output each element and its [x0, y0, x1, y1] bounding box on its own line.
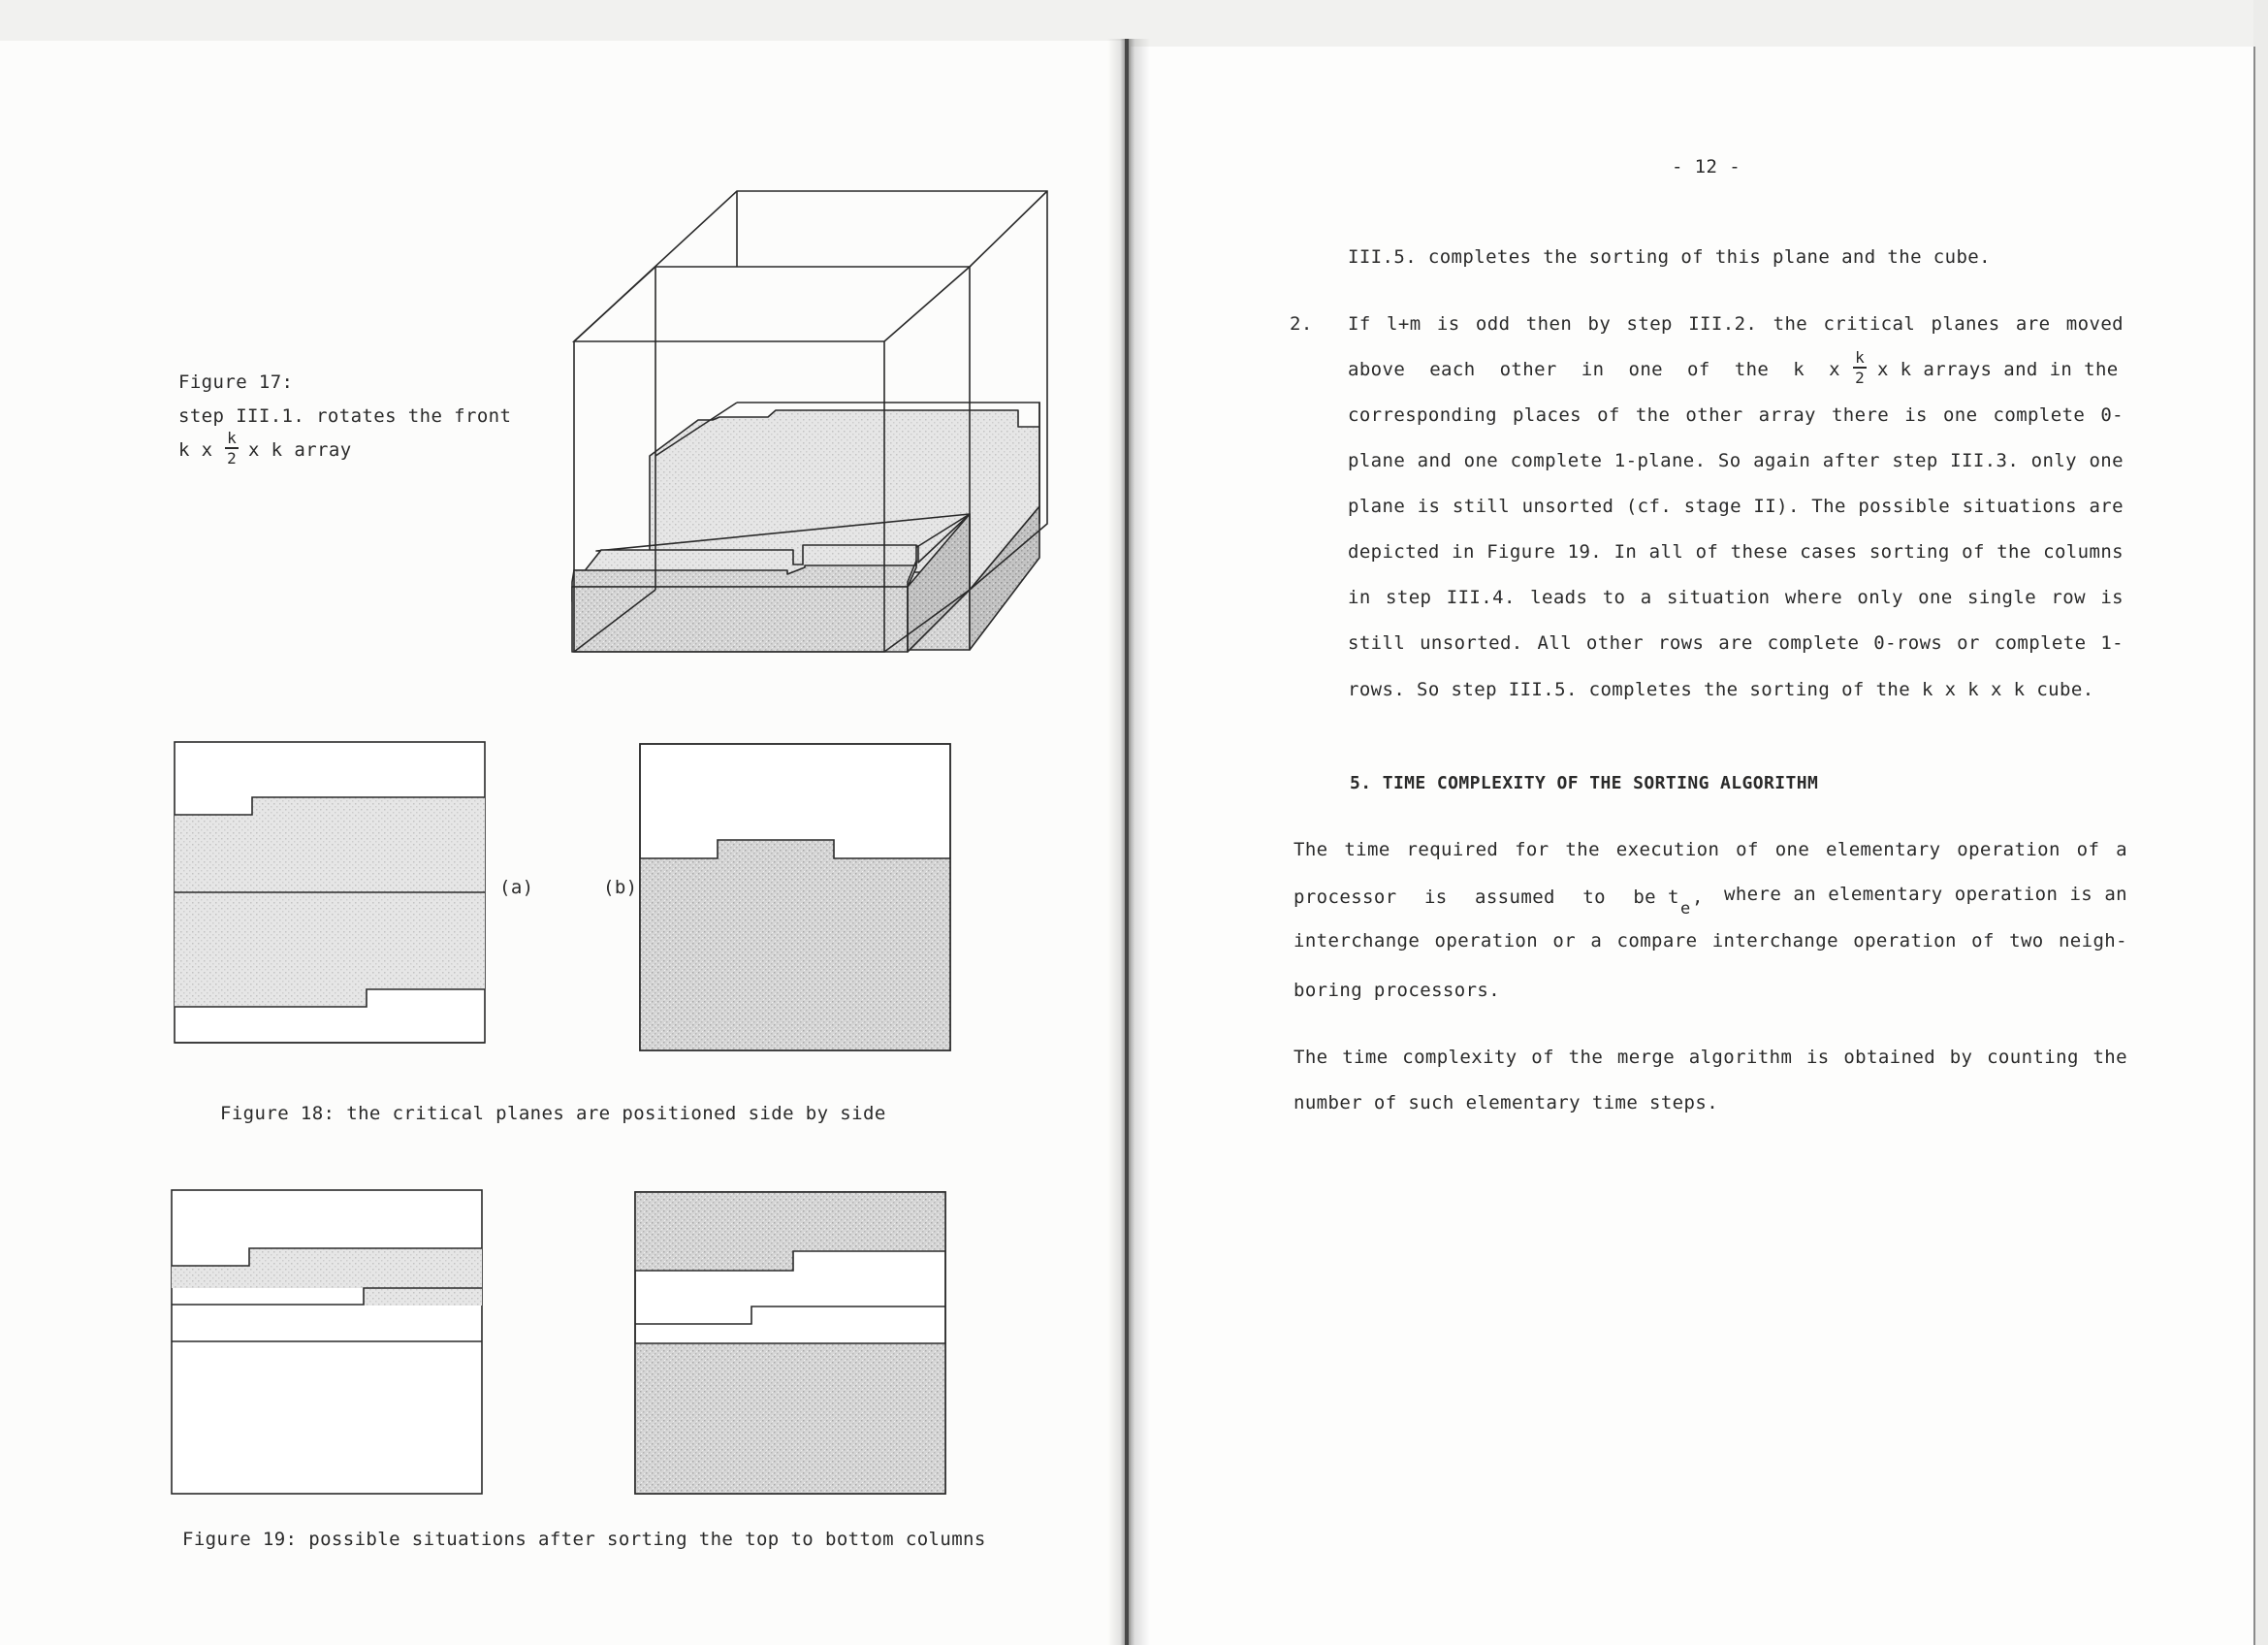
text-word: rows	[1658, 632, 1705, 654]
text-word: are	[2015, 313, 2051, 335]
text-word: time	[1344, 839, 1390, 860]
text-word: still	[1452, 496, 1511, 517]
text-word: step	[1386, 587, 1432, 608]
text-word: array	[1758, 404, 1816, 426]
item-frac-numerator: k	[1855, 348, 1865, 367]
text-word: is	[2100, 587, 2124, 608]
text-word: required	[1406, 839, 1499, 860]
para1-line-1	[1294, 841, 2127, 862]
figure17-caption-line1: step III.1. rotates the front	[178, 405, 512, 427]
text-word: the	[1568, 1047, 1604, 1068]
item-last-line: rows. So step III.5. completes the sorting of the k x k x k cube.	[1348, 679, 2094, 700]
text-word: 0-	[2100, 404, 2124, 426]
text-word: again	[1753, 450, 1811, 471]
text-word: only	[1857, 587, 1903, 608]
text-word: elementary	[1828, 884, 1943, 905]
text-word: to	[1582, 887, 1606, 908]
item-line-5	[1348, 498, 2124, 519]
para1-last-line: boring processors.	[1294, 980, 1501, 1001]
figure18-label-b: (b)	[603, 877, 638, 898]
text-word: an	[1793, 884, 1817, 905]
text-word: the	[1996, 541, 2031, 563]
item-line-6	[1348, 543, 2124, 564]
text-word: interchange	[1294, 930, 1421, 952]
figure19-diagram-right	[0, 0, 1125, 1645]
para1-t-subscript: e	[1680, 899, 1691, 919]
text-word: is	[1436, 313, 1460, 335]
text-word: The	[1811, 496, 1846, 517]
text-word: be	[1633, 887, 1656, 908]
text-word: only	[2030, 450, 2078, 471]
text-word: unsorted	[1521, 496, 1614, 517]
text-word: an	[2104, 884, 2127, 905]
item-line-4	[1348, 452, 2124, 473]
text-word: single	[1967, 587, 2037, 608]
text-word: time	[1342, 1047, 1389, 1068]
figure18-caption: Figure 18: the critical planes are positioned side by side	[220, 1103, 886, 1124]
text-word: The	[1294, 839, 1328, 860]
text-word: plane	[1348, 496, 1406, 517]
figure19-caption: Figure 19: possible situations after sorting the top to bottom columns	[182, 1529, 986, 1550]
gutter-shadow-right	[1125, 39, 1150, 1645]
text-word: above	[1348, 359, 1406, 380]
item-line-8	[1348, 634, 2124, 656]
text-word: III.4.	[1446, 587, 1516, 608]
text-word: one	[1918, 587, 1953, 608]
text-word: step	[1892, 450, 1938, 471]
text-word: odd	[1475, 313, 1511, 335]
item-number: 2.	[1290, 313, 1313, 335]
text-word: in	[1581, 359, 1605, 380]
text-word: critical	[1823, 313, 1916, 335]
figure17-frac-denominator: 2	[227, 449, 237, 468]
text-word: interchange	[1711, 930, 1838, 952]
text-word: by	[1949, 1047, 1973, 1068]
text-word: after	[1822, 450, 1880, 471]
text-word: operation	[1954, 884, 2059, 905]
text-word: 19.	[1567, 541, 1603, 563]
text-word: cases	[1800, 541, 1858, 563]
figure17-caption-line2-pre: k x	[178, 439, 213, 461]
text-word: So	[1717, 450, 1741, 471]
text-word: two	[2009, 930, 2044, 952]
item-line-2-left	[1348, 361, 1840, 382]
text-word: unsorted.	[1420, 632, 1523, 654]
text-word: operation	[1853, 930, 1957, 952]
text-word: II).	[1753, 496, 1800, 517]
text-word: III.2.	[1688, 313, 1758, 335]
para1-t-symbol: t	[1668, 887, 1679, 908]
text-word: complete	[1993, 404, 2086, 426]
text-word: columns	[2043, 541, 2124, 563]
para1-comma: ,	[1692, 887, 1704, 908]
text-word: is	[1417, 496, 1441, 517]
text-word: operation	[1957, 839, 2060, 860]
figure17-caption-line2-post: x k array	[248, 439, 352, 461]
text-word: are	[1718, 632, 1753, 654]
page-number: - 12 -	[1672, 156, 1741, 177]
text-word: places	[1512, 404, 1582, 426]
text-word: one	[1463, 450, 1499, 471]
text-word: each	[1429, 359, 1476, 380]
text-word: 1-plane.	[1613, 450, 1707, 471]
text-word: still	[1348, 632, 1406, 654]
item-frac-denominator: 2	[1855, 369, 1865, 387]
text-word: complexity	[1402, 1047, 1517, 1068]
book-edge	[2253, 0, 2268, 1645]
text-word: sorting	[1869, 541, 1950, 563]
text-word: of	[1695, 541, 1719, 563]
text-word: is	[1805, 1047, 1830, 1068]
text-word: complete	[1994, 632, 2087, 654]
text-word: of	[1962, 541, 1985, 563]
text-word: situation	[1666, 587, 1771, 608]
text-word: is	[1423, 887, 1448, 908]
text-word: of	[1971, 930, 1995, 952]
intro-line: III.5. completes the sorting of this plane and the cube.	[1348, 246, 1991, 268]
text-word: In	[1613, 541, 1638, 563]
text-word: of	[1531, 1047, 1554, 1068]
text-word: algorithm	[1688, 1047, 1793, 1068]
text-word: is	[2069, 884, 2093, 905]
text-word: the	[1773, 313, 1808, 335]
text-word: x	[1829, 359, 1840, 380]
item-line-7	[1348, 589, 2124, 610]
text-word: Figure	[1486, 541, 1556, 563]
text-word: situations	[1962, 496, 2077, 517]
text-word: compare	[1616, 930, 1698, 952]
text-word: planes	[1931, 313, 2000, 335]
text-word: the	[1565, 839, 1600, 860]
text-word: other	[1585, 632, 1645, 654]
text-word: stage	[1683, 496, 1741, 517]
text-word: processor	[1294, 887, 1397, 908]
text-word: is	[1904, 404, 1928, 426]
text-word: the	[1635, 404, 1671, 426]
text-word: are	[2089, 496, 2124, 517]
text-word: by	[1587, 313, 1612, 335]
text-word: neigh-	[2058, 930, 2127, 952]
para1-line-3	[1294, 932, 2127, 953]
text-word: plane	[1348, 450, 1406, 471]
text-word: one	[1942, 404, 1978, 426]
para1-line-2-right	[1724, 886, 2127, 907]
text-word: complete	[1510, 450, 1603, 471]
text-word: III.3.	[1950, 450, 2020, 471]
figure17-label: Figure 17:	[178, 371, 294, 393]
text-word: possible	[1858, 496, 1951, 517]
text-word: one	[2089, 450, 2124, 471]
item-line-3	[1348, 406, 2124, 428]
text-word: where	[1784, 587, 1843, 608]
text-word: in	[1452, 541, 1475, 563]
text-word: where	[1724, 884, 1782, 905]
text-word: corresponding	[1348, 404, 1497, 426]
text-word: of	[1736, 839, 1759, 860]
text-word: obtained	[1843, 1047, 1936, 1068]
item-line-2-right: x k arrays and in the	[1877, 359, 2119, 380]
text-word: operation	[1434, 930, 1539, 952]
page-edge-line	[2253, 47, 2255, 1645]
text-word: (cf.	[1625, 496, 1673, 517]
text-word: All	[1537, 632, 1573, 654]
text-word: for	[1515, 839, 1549, 860]
text-word: or	[1552, 930, 1577, 952]
para2-line-1	[1294, 1048, 2127, 1070]
text-word: a	[2116, 839, 2127, 860]
text-word: the	[2092, 1047, 2127, 1068]
text-word: moved	[2065, 313, 2124, 335]
text-word: and	[1417, 450, 1453, 471]
section-heading: 5. TIME COMPLEXITY OF THE SORTING ALGORITHM	[1350, 773, 1819, 793]
text-word: l+m	[1387, 313, 1421, 335]
text-word: elementary	[1826, 839, 1941, 860]
text-word: If	[1348, 313, 1371, 335]
item-line-1	[1348, 315, 2124, 337]
text-word: assumed	[1475, 887, 1555, 908]
text-word: complete	[1767, 632, 1860, 654]
text-word: counting	[1987, 1047, 2079, 1068]
text-word: merge	[1616, 1047, 1676, 1068]
para1-line-2-left	[1294, 888, 1656, 910]
text-word: 1-	[2100, 632, 2124, 654]
text-word: to	[1602, 587, 1626, 608]
text-word: k	[1793, 359, 1805, 380]
text-word: in	[1348, 587, 1371, 608]
text-word: one	[1774, 839, 1810, 860]
text-word: row	[2051, 587, 2086, 608]
text-word: there	[1831, 404, 1890, 426]
text-word: then	[1525, 313, 1573, 335]
text-word: execution	[1615, 839, 1720, 860]
text-word: other	[1499, 359, 1557, 380]
text-word: a	[1590, 930, 1603, 952]
text-word: the	[1734, 359, 1770, 380]
figure17-frac-numerator: k	[227, 429, 237, 447]
text-word: The	[1294, 1047, 1328, 1068]
text-word: 0-rows	[1873, 632, 1943, 654]
text-word: of	[1687, 359, 1710, 380]
text-word: these	[1730, 541, 1788, 563]
text-word: depicted	[1348, 541, 1440, 563]
text-word: or	[1957, 632, 1980, 654]
text-word: other	[1685, 404, 1743, 426]
figure18-label-a: (a)	[499, 877, 534, 898]
text-word: step	[1626, 313, 1673, 335]
text-word: of	[2076, 839, 2100, 860]
para2-last-line: number of such elementary time steps.	[1294, 1092, 1719, 1113]
text-word: one	[1628, 359, 1664, 380]
text-word: a	[1640, 587, 1652, 608]
text-word: all	[1648, 541, 1684, 563]
text-word: of	[1597, 404, 1620, 426]
text-word: leads	[1530, 587, 1588, 608]
